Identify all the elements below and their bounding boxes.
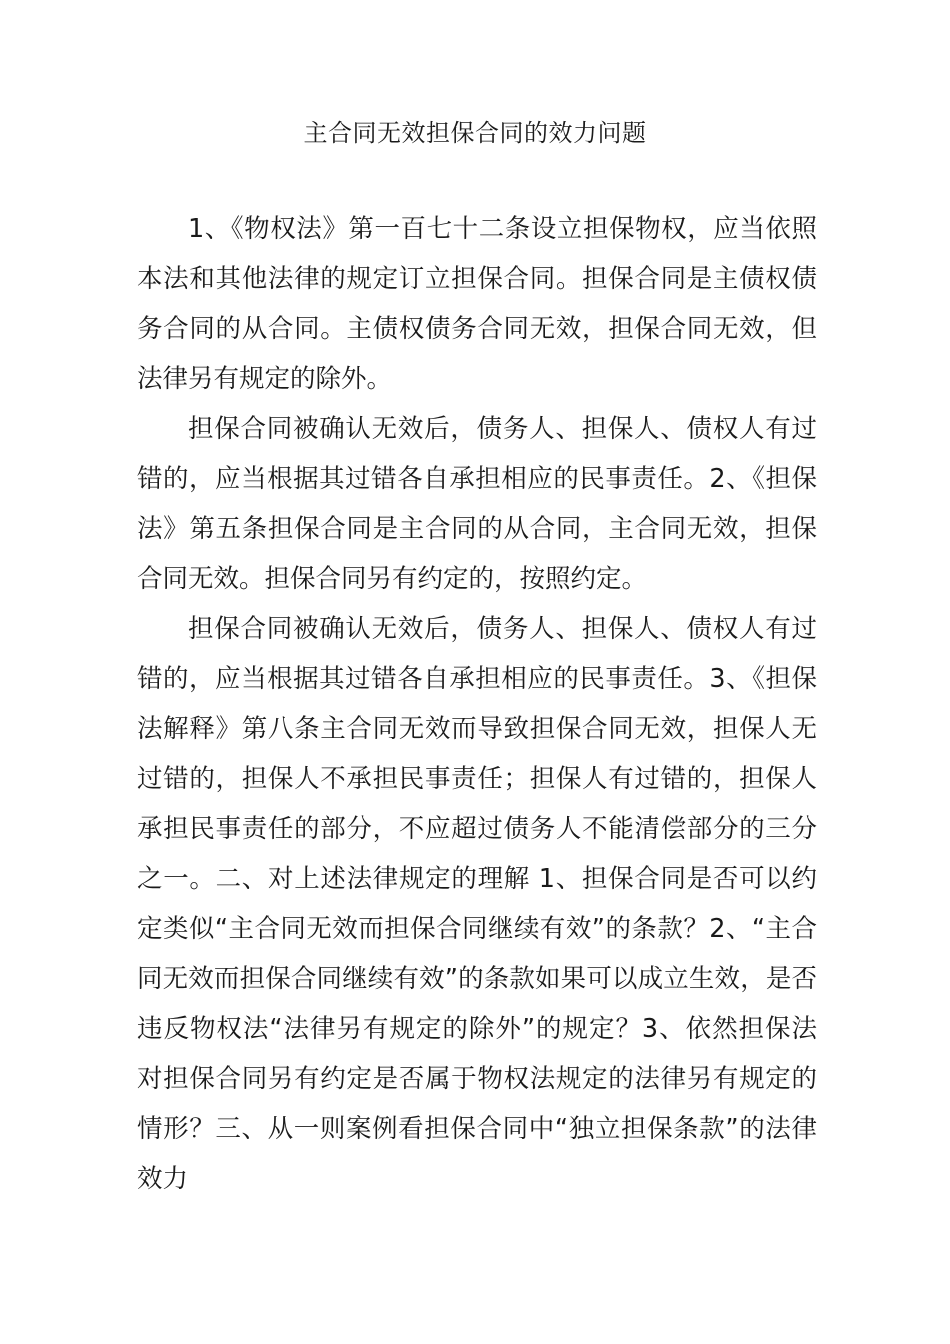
paragraph-2: 担保合同被确认无效后，债务人、担保人、债权人有过错的，应当根据其过错各自承担相应的民事责任。2、《担保法》第五条担保合同是主合同的从合同，主合同无效，担保合同无效。担保合同另有约定的，按照约定。 — [137, 414, 817, 594]
document-title: 主合同无效担保合同的效力问题 — [303, 119, 647, 147]
paragraph-1: 1、《物权法》第一百七十二条设立担保物权，应当依照本法和其他法律的规定订立担保合同。担保合同是主债权债务合同的从合同。主债权债务合同无效，担保合同无效，但法律另有规定的除外。 — [137, 214, 817, 394]
document-body — [137, 204, 817, 1204]
paragraph-3: 担保合同被确认无效后，债务人、担保人、债权人有过错的，应当根据其过错各自承担相应的民事责任。3、《担保法解释》第八条主合同无效而导致担保合同无效，担保人无过错的，担保人不承担民事责任；担保人有过错的，担保人承担民事责任的部分，不应超过债务人不能清偿部分的三分之一。二、对上述法律规定的理解 1、担保合同是否可以约定类似“主合同无效而担保合同继续有效”的条款？2、“主合同无效而担保合同继续有效”的条款如果可以成立生效，是否违反物权法“法律另有规定的除外”的规定？3、依然担保法对担保合同另有约定是否属于物权法规定的法律另有规定的情形？三、从一则案例看担保合同中“独立担保条款”的法律效力 — [137, 614, 817, 1194]
